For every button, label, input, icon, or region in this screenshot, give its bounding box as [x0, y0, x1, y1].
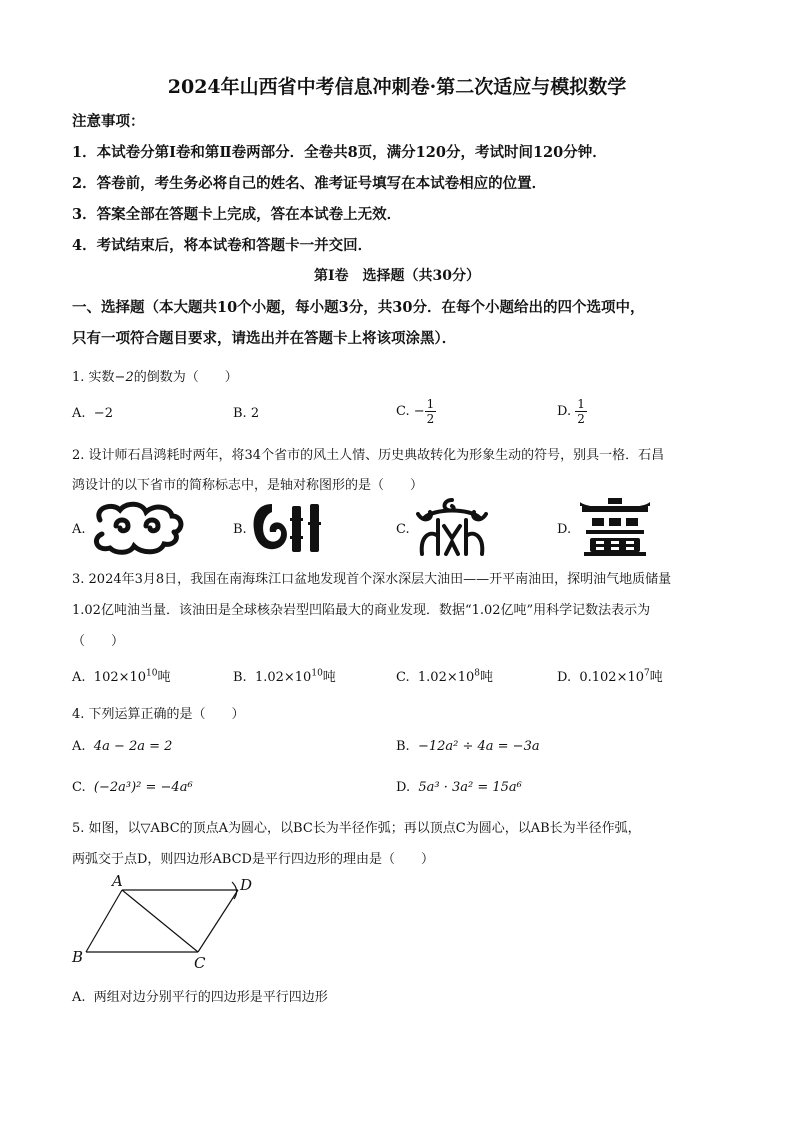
option-label: C.	[72, 780, 86, 795]
q1-stem	[72, 366, 238, 385]
q3-option-c	[396, 666, 493, 685]
option-exponent: 10	[311, 668, 323, 679]
vertex-label-d: D	[240, 876, 253, 894]
option-base: 102×10	[93, 670, 147, 685]
q1-stem-b: 的倒数为（ ）	[133, 370, 238, 385]
option-label: B.	[396, 739, 410, 754]
option-exponent: 7	[644, 668, 650, 679]
vertex-label-c: C	[194, 954, 206, 972]
exam-title: 2024年山西省中考信息冲刺卷·第二次适应与模拟数学	[167, 76, 627, 98]
q1-stem-a: 1. 实数	[72, 370, 115, 385]
q2-option-d-label: D.	[557, 522, 572, 537]
vertex-label-b: B	[72, 948, 84, 966]
q5-stem-line2: 两弧交于点D，则四边形ABCD是平行四边形的理由是（ ）	[72, 852, 434, 867]
q1-option-a	[72, 406, 113, 421]
q4-option-b	[396, 739, 540, 754]
notice-item-4: 4．考试结束后，将本试卷和答题卡一并交回．	[72, 237, 373, 254]
q2-stem-line1: 2. 设计师石昌鸿耗时两年，将34个省市的风土人情、历史典故转化为形象生动的符号，别具一格．石昌	[72, 448, 665, 463]
option-value: −12a² ÷ 4a = −3a	[417, 739, 540, 754]
fraction-denominator: 2	[577, 412, 585, 426]
temple-emblem-icon	[414, 496, 490, 558]
fraction-numerator: 1	[426, 397, 435, 411]
section-heading: 第Ⅰ卷 选择题（共30分）	[313, 268, 481, 284]
option-value: 两组对边分别平行的四边形是平行四边形	[93, 990, 328, 1005]
option-label: C.	[396, 404, 410, 419]
option-unit: 吨	[649, 670, 663, 685]
q4-option-c	[72, 780, 193, 795]
option-value: 5a³ · 3a² = 15a⁶	[418, 780, 522, 795]
part1-instructions-line1: 一、选择题（本大题共10个小题，每小题3分，共30分．在每个小题给出的四个选项中，	[72, 299, 645, 316]
q3-stem-line1: 3. 2024年3月8日，我国在南海珠江口盆地发现首个深水深层大油田——开平南油田，探明油气地质储量	[72, 572, 672, 587]
option-value: −2	[93, 406, 113, 421]
q5-stem-line1: 5. 如图，以▽ABC的顶点A为圆心，以BC长为半径作弧；再以顶点C为圆心，以AB长为半径作弧，	[72, 821, 641, 836]
option-label: D.	[557, 404, 572, 419]
cloud-emblem-icon	[90, 498, 186, 556]
q1-option-d	[557, 397, 587, 426]
q3-option-d	[557, 666, 663, 685]
option-exponent: 10	[146, 668, 158, 679]
q4-option-a	[72, 739, 172, 754]
option-unit: 吨	[157, 670, 171, 685]
option-unit: 吨	[322, 670, 336, 685]
option-value: (−2a³)² = −4a⁶	[93, 780, 193, 795]
q3-stem-line3: （ ）	[72, 634, 125, 649]
q2-option-b-label: B.	[233, 522, 247, 537]
pavilion-emblem-icon	[578, 496, 652, 558]
glyph-emblem-icon	[250, 498, 336, 556]
fraction	[575, 397, 587, 426]
option-label: C.	[396, 670, 410, 685]
part1-instructions-line2: 只有一项符合题目要求，请选出并在答题卡上将该项涂黑）．	[72, 330, 457, 347]
q1-stem-number: −2	[114, 370, 134, 385]
option-sign: −	[413, 404, 425, 419]
option-label: A.	[72, 990, 86, 1005]
q2-stem-line2: 鸿设计的以下省市的简称标志中，是轴对称图形的是（ ）	[72, 478, 424, 493]
option-label: D.	[396, 780, 411, 795]
q2-option-c-label: C.	[396, 522, 410, 537]
q5-option-a	[72, 986, 328, 1005]
option-base: 1.02×10	[417, 670, 475, 685]
option-base: 1.02×10	[254, 670, 312, 685]
option-label: A.	[72, 406, 86, 421]
option-label: B.	[233, 670, 247, 685]
parallelogram-figure	[62, 872, 272, 972]
option-value: 4a − 2a = 2	[93, 739, 173, 754]
option-exponent: 8	[474, 668, 481, 679]
notice-item-1: 1．本试卷分第Ⅰ卷和第Ⅱ卷两部分．全卷共8页，满分120分，考试时间120分钟．	[72, 144, 607, 161]
option-base: 0.102×10	[579, 670, 645, 685]
fraction	[425, 397, 437, 426]
q1-option-b	[233, 406, 259, 421]
fraction-denominator: 2	[426, 412, 435, 426]
option-value: 2	[250, 406, 260, 421]
notice-item-3: 3．答案全部在答题卡上完成，答在本试卷上无效．	[72, 206, 402, 223]
q4-stem: 4. 下列运算正确的是（ ）	[72, 707, 245, 722]
option-label: D.	[557, 670, 572, 685]
q3-option-b	[233, 666, 336, 685]
option-label: A.	[72, 739, 86, 754]
segment-ab	[86, 890, 122, 952]
q3-option-a	[72, 666, 171, 685]
vertex-label-a: A	[112, 872, 123, 890]
option-label: B.	[233, 406, 247, 421]
notice-heading: 注意事项：	[72, 113, 145, 130]
notice-item-2: 2．答卷前，考生务必将自己的姓名、准考证号填写在本试卷相应的位置．	[72, 175, 547, 192]
q4-option-d	[396, 780, 522, 795]
q2-option-a-label: A.	[72, 522, 86, 537]
option-label: A.	[72, 670, 86, 685]
segment-cd	[198, 890, 238, 952]
q1-option-c	[396, 397, 436, 426]
q3-stem-line2: 1.02亿吨油当量．该油田是全球核杂岩型凹陷最大的商业发现．数据“1.02亿吨”用科学记数法表示为	[72, 603, 651, 618]
fraction-numerator: 1	[577, 397, 585, 411]
segment-ac	[122, 890, 198, 952]
option-unit: 吨	[480, 670, 494, 685]
